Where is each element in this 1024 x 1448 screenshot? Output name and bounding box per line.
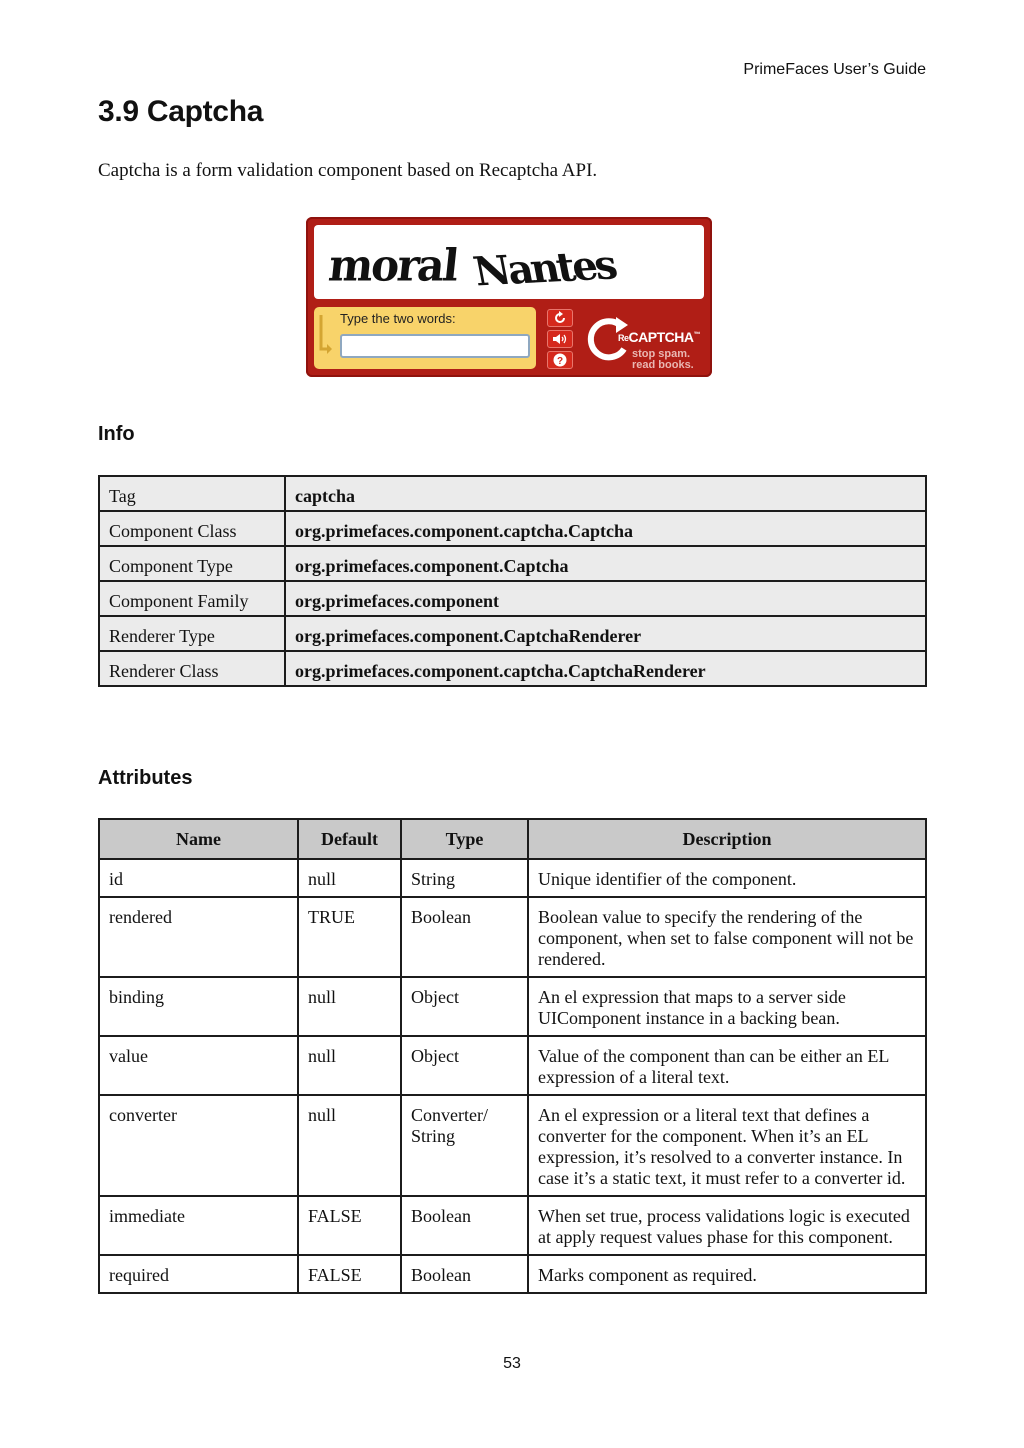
attr-default: TRUE: [298, 897, 401, 977]
table-row: [99, 1255, 926, 1293]
attr-name: converter: [99, 1095, 298, 1196]
page-number: 53: [503, 1355, 521, 1372]
info-label: Tag: [99, 476, 285, 511]
info-label: Renderer Class: [99, 651, 285, 686]
table-row: [99, 859, 926, 897]
table-row: [99, 1036, 926, 1095]
captcha-button-column: [547, 309, 577, 372]
info-label: Component Family: [99, 581, 285, 616]
captcha-help-button[interactable]: [547, 351, 573, 369]
table-row: [99, 546, 926, 581]
captcha-widget-image: [306, 217, 712, 377]
captcha-input-panel: [314, 307, 536, 369]
arrow-right-icon: [318, 313, 332, 363]
help-icon: [553, 353, 567, 367]
attr-name: immediate: [99, 1196, 298, 1255]
attr-type: Object: [401, 1036, 528, 1095]
attr-type: Boolean: [401, 1255, 528, 1293]
attr-description: Boolean value to specify the rendering of the component, when set to false component will not be rendered.: [528, 897, 926, 977]
refresh-icon: [553, 311, 567, 325]
attr-type: String: [401, 859, 528, 897]
info-value: org.primefaces.component.captcha.CaptchaRenderer: [285, 651, 926, 686]
attr-description: Marks component as required.: [528, 1255, 926, 1293]
audio-icon: [552, 333, 568, 345]
attr-default: null: [298, 977, 401, 1036]
attr-name: required: [99, 1255, 298, 1293]
recaptcha-logo: [586, 311, 706, 371]
running-header: PrimeFaces User’s Guide: [743, 61, 926, 78]
info-table: [98, 475, 927, 687]
recaptcha-tagline-1: stop spam.: [632, 348, 691, 360]
table-row: [99, 511, 926, 546]
table-row: [99, 1196, 926, 1255]
captcha-word-2: Nantes: [469, 241, 619, 296]
attr-description: Value of the component than can be either an EL expression of a literal text.: [528, 1036, 926, 1095]
attr-default: FALSE: [298, 1255, 401, 1293]
recaptcha-tagline-2: read books.: [632, 359, 694, 371]
table-row: [99, 897, 926, 977]
captcha-challenge-words: [314, 225, 704, 299]
attr-default: FALSE: [298, 1196, 401, 1255]
info-label: Component Type: [99, 546, 285, 581]
attr-default: null: [298, 1036, 401, 1095]
captcha-prompt-label: Type the two words:: [340, 311, 456, 326]
table-header-row: [99, 819, 926, 859]
column-header-default: Default: [298, 819, 401, 859]
attr-default: null: [298, 1095, 401, 1196]
intro-paragraph: Captcha is a form validation component based on Recaptcha API.: [98, 160, 598, 181]
recaptcha-brand: ReCAPTCHA™: [618, 329, 700, 345]
column-header-name: Name: [99, 819, 298, 859]
table-row: [99, 616, 926, 651]
captcha-response-input[interactable]: [342, 336, 528, 356]
attr-name: value: [99, 1036, 298, 1095]
captcha-response-field[interactable]: [340, 334, 530, 358]
attr-description: An el expression that maps to a server side UIComponent instance in a backing bean.: [528, 977, 926, 1036]
captcha-audio-button[interactable]: [547, 330, 573, 348]
info-heading: Info: [98, 423, 135, 445]
attr-type: Converter/ String: [401, 1095, 528, 1196]
column-header-description: Description: [528, 819, 926, 859]
attr-type: Object: [401, 977, 528, 1036]
info-value: org.primefaces.component: [285, 581, 926, 616]
table-row: [99, 581, 926, 616]
section-title: 3.9 Captcha: [98, 95, 264, 128]
attr-name: binding: [99, 977, 298, 1036]
svg-text:?: ?: [556, 356, 564, 367]
info-value: org.primefaces.component.captcha.Captcha: [285, 511, 926, 546]
attr-description: When set true, process validations logic is executed at apply request values phase for this component.: [528, 1196, 926, 1255]
table-row: [99, 476, 926, 511]
table-row: [99, 651, 926, 686]
column-header-type: Type: [401, 819, 528, 859]
attr-type: Boolean: [401, 897, 528, 977]
table-row: [99, 977, 926, 1036]
info-value: org.primefaces.component.CaptchaRenderer: [285, 616, 926, 651]
attributes-table: [98, 818, 927, 1294]
info-label: Component Class: [99, 511, 285, 546]
table-row: [99, 1095, 926, 1196]
info-value: org.primefaces.component.Captcha: [285, 546, 926, 581]
attr-type: Boolean: [401, 1196, 528, 1255]
attr-description: An el expression or a literal text that defines a converter for the component. When it’s an EL expression, it’s resolved to a converter instance. In case it’s a static text, it must refer to a converter id.: [528, 1095, 926, 1196]
info-value: captcha: [285, 476, 926, 511]
attr-name: rendered: [99, 897, 298, 977]
attr-name: id: [99, 859, 298, 897]
attr-description: Unique identifier of the component.: [528, 859, 926, 897]
captcha-refresh-button[interactable]: [547, 309, 573, 327]
captcha-word-1: moral: [326, 239, 460, 292]
attributes-heading: Attributes: [98, 767, 193, 789]
attr-default: null: [298, 859, 401, 897]
info-label: Renderer Type: [99, 616, 285, 651]
